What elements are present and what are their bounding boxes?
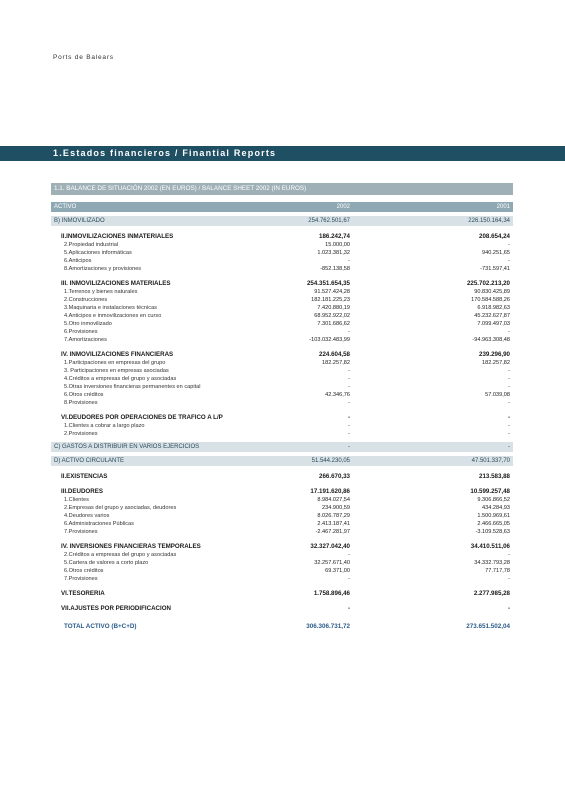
value-2001: - [508, 576, 510, 582]
value-2002: - [348, 258, 350, 264]
value-2001: 226.150.164,34 [468, 218, 510, 224]
row-label: 5.Otras inversiones financieras permanentes en capital [64, 384, 201, 390]
value-2001: 90.830.425,89 [474, 289, 510, 295]
column-header-activo: ACTIVO [54, 204, 77, 210]
table-row [51, 487, 513, 496]
table-title: 1.1. BALANCE DE SITUACIÓN 2002 (EN EUROS) / BALANCE SHEET 2002 (IN EUROS) [51, 183, 513, 195]
value-2002: 7.301.686,62 [317, 321, 350, 327]
value-2002: 69.371,00 [325, 568, 350, 574]
table-row [51, 542, 513, 551]
value-2001: 940.251,65 [482, 250, 510, 256]
table-row [51, 312, 513, 320]
table-row [51, 575, 513, 583]
row-label: 6.Otros créditos [64, 392, 104, 398]
table-row [51, 551, 513, 559]
row-label: 4.Créditos a empresas del grupo y asociadas [64, 376, 177, 382]
table-row [51, 216, 513, 226]
row-label: 1.Clientes [64, 497, 89, 503]
value-2001: -731.597,41 [480, 266, 510, 272]
value-2002: 7.420.880,19 [317, 305, 350, 311]
section-title: 1.Estados financieros / Finantial Reports [53, 148, 277, 158]
value-2002: - [348, 400, 350, 406]
table-row [51, 422, 513, 430]
table-row [51, 399, 513, 407]
value-2002: 254.351.654,35 [306, 280, 350, 287]
row-label: 2.Construcciones [64, 297, 108, 303]
table-row [51, 442, 513, 452]
row-label: 5.Cartera de valores a corto plazo [64, 560, 149, 566]
table-row [51, 567, 513, 575]
row-label: 4.Anticipos e inmovilizaciones en curso [64, 313, 162, 319]
value-2002: 8.026.787,29 [317, 513, 350, 519]
value-2001: 182.257,82 [482, 360, 510, 366]
value-2001: - [508, 376, 510, 382]
value-2001: 239.296,90 [479, 351, 510, 358]
row-label: 8.Amortizaciones y provisiones [64, 266, 142, 272]
value-2002: 1.023.381,32 [317, 250, 350, 256]
table-row [51, 413, 513, 422]
table-row [51, 621, 513, 633]
table-row [51, 589, 513, 598]
value-2001: 47.501.337,70 [471, 458, 510, 464]
value-2002: 8.984.027,54 [317, 497, 350, 503]
row-label: 7.Provisiones [64, 576, 98, 582]
value-2002: 1.758.896,46 [313, 590, 350, 597]
table-body [51, 216, 513, 633]
table-row [51, 504, 513, 512]
value-2001: 225.702.213,20 [466, 280, 510, 287]
value-2001: 57.039,08 [485, 392, 510, 398]
value-2002: - [348, 552, 350, 558]
row-label: IV. INMOVILIZACIONES FINANCIERAS [61, 351, 174, 358]
row-label: III.DEUDORES [61, 488, 103, 495]
row-label: TOTAL ACTIVO (B+C+D) [64, 623, 137, 630]
table-row [51, 430, 513, 438]
value-2001: - [508, 368, 510, 374]
row-label: VII.AJUSTES POR PERIODIFICACION [61, 605, 172, 612]
column-header-2002: 2002 [336, 204, 350, 210]
value-2001: 10.599.257,48 [470, 488, 510, 495]
value-2001: - [507, 414, 510, 421]
value-2001: - [508, 384, 510, 390]
row-label: IV. INVERSIONES FINANCIERAS TEMPORALES [61, 543, 201, 550]
table-row [51, 359, 513, 367]
table-row [51, 336, 513, 344]
table-row [51, 288, 513, 296]
value-2001: 7.099.497,03 [477, 321, 510, 327]
table-row [51, 496, 513, 504]
value-2001: 213.583,88 [479, 473, 510, 480]
table-row [51, 383, 513, 391]
table-row [51, 279, 513, 288]
value-2002: 254.762.501,67 [308, 218, 350, 224]
value-2002: 186.242,74 [319, 233, 350, 240]
value-2001: - [507, 605, 510, 612]
column-header-2001: 2001 [496, 204, 510, 210]
table-row [51, 367, 513, 375]
value-2002: - [348, 444, 350, 450]
value-2002: - [348, 423, 350, 429]
row-label: II.INMOVILIZACIONES INMATERIALES [61, 233, 174, 240]
value-2002: 306.306.731,72 [306, 623, 350, 630]
value-2002: 42.346,76 [325, 392, 350, 398]
value-2002: -852.138,58 [320, 266, 350, 272]
value-2002: - [348, 384, 350, 390]
row-label: 6.Otros créditos [64, 568, 104, 574]
row-label: 1.Participaciones en empresas del grupo [64, 360, 166, 366]
value-2002: 17.191.620,86 [310, 488, 350, 495]
row-label: 2.Propiedad industrial [64, 242, 119, 248]
row-label: 4.Deudores varios [64, 513, 110, 519]
table-row [51, 528, 513, 536]
row-label: 2.Provisiones [64, 431, 98, 437]
row-label: 6.Anticipos [64, 258, 92, 264]
table-row [51, 350, 513, 359]
row-label: 5.Aplicaciones informáticas [64, 250, 132, 256]
value-2001: - [508, 400, 510, 406]
value-2001: - [508, 431, 510, 437]
value-2001: 34.410.511,06 [470, 543, 510, 550]
row-label: 7.Amortizaciones [64, 337, 107, 343]
table-row [51, 520, 513, 528]
value-2001: - [508, 242, 510, 248]
row-label: 1.Clientes a cobrar a largo plazo [64, 423, 145, 429]
value-2002: 224.604,58 [319, 351, 350, 358]
row-label: VI.DEUDORES POR OPERACIONES DE TRAFICO A L/P [61, 414, 223, 421]
table-row [51, 249, 513, 257]
value-2001: 77.717,78 [485, 568, 510, 574]
row-label: VI.TESORERIA [61, 590, 105, 597]
value-2002: - [347, 414, 350, 421]
value-2002: 182.181.225,23 [311, 297, 350, 303]
value-2001: 9.306.866,52 [477, 497, 510, 503]
value-2002: 68.952.922,02 [314, 313, 350, 319]
value-2001: 2.466.665,05 [477, 521, 510, 527]
value-2001: 6.918.982,63 [477, 305, 510, 311]
value-2001: 2.277.985,28 [473, 590, 510, 597]
value-2002: 2.413.187,41 [317, 521, 350, 527]
table-row [51, 456, 513, 466]
value-2001: -94.963.308,48 [472, 337, 510, 343]
row-label: 3.Maquinaria e instalaciones técnicas [64, 305, 157, 311]
value-2002: - [348, 368, 350, 374]
value-2001: 434.284,93 [482, 505, 510, 511]
value-2002: - [348, 431, 350, 437]
value-2001: - [508, 423, 510, 429]
value-2001: - [508, 552, 510, 558]
value-2002: -2.467.281,97 [315, 529, 350, 535]
table-row [51, 296, 513, 304]
row-label: C) GASTOS A DISTRIBUIR EN VARIOS EJERCICIOS [54, 444, 200, 450]
row-label: 1.Terrenos y bienes naturales [64, 289, 138, 295]
value-2002: 266.670,33 [319, 473, 350, 480]
table-row [51, 232, 513, 241]
value-2001: - [508, 444, 510, 450]
value-2002: -103.032.483,99 [309, 337, 350, 343]
table-row [51, 375, 513, 383]
row-label: 7.Provisiones [64, 529, 98, 535]
row-label: D) ACTIVO CIRCULANTE [54, 458, 125, 464]
value-2001: - [508, 258, 510, 264]
row-label: 3. Participaciones en empresas asociadas [64, 368, 169, 374]
table-row [51, 472, 513, 481]
table-row [51, 391, 513, 399]
table-row [51, 257, 513, 265]
table-row [51, 512, 513, 520]
value-2002: 234.900,59 [322, 505, 350, 511]
row-label: 8.Provisiones [64, 400, 98, 406]
value-2002: 32.327.042,40 [310, 543, 350, 550]
table-row [51, 241, 513, 249]
row-label: 6.Provisiones [64, 329, 98, 335]
table-row [51, 328, 513, 336]
value-2002: - [348, 576, 350, 582]
balance-sheet-table [51, 202, 513, 633]
value-2002: 32.257.671,40 [314, 560, 350, 566]
value-2002: 15.000,00 [325, 242, 350, 248]
value-2001: 1.500.969,61 [477, 513, 510, 519]
table-row [51, 265, 513, 273]
row-label: 2.Empresas del grupo y asociadas, deudores [64, 505, 177, 511]
row-label: III. INMOVILIZACIONES MATERIALES [61, 280, 171, 287]
table-row [51, 320, 513, 328]
row-label: 5.Otro inmovilizado [64, 321, 112, 327]
value-2002: - [348, 329, 350, 335]
row-label: B) INMOVILIZADO [54, 218, 105, 224]
section-header-band [0, 146, 565, 161]
value-2001: - [508, 329, 510, 335]
table-row [51, 559, 513, 567]
value-2002: 51.544.230,05 [311, 458, 350, 464]
value-2001: 34.332.793,28 [474, 560, 510, 566]
value-2001: -3.109.528,63 [475, 529, 510, 535]
value-2001: 273.651.502,04 [466, 623, 510, 630]
row-label: 6.Administraciones Públicas [64, 521, 134, 527]
value-2002: - [348, 376, 350, 382]
value-2002: 182.257,82 [322, 360, 350, 366]
value-2001: 45.232.627,87 [474, 313, 510, 319]
row-label: II.EXISTENCIAS [61, 473, 108, 480]
table-row [51, 604, 513, 613]
brand-name: Ports de Balears [53, 54, 114, 61]
table-header-row [51, 202, 513, 212]
value-2002: 91.527.424,28 [314, 289, 350, 295]
value-2001: 170.584.588,26 [471, 297, 510, 303]
value-2001: 208.654,24 [479, 233, 510, 240]
value-2002: - [347, 605, 350, 612]
row-label: 2.Créditos a empresas del grupo y asociadas [64, 552, 177, 558]
table-row [51, 304, 513, 312]
